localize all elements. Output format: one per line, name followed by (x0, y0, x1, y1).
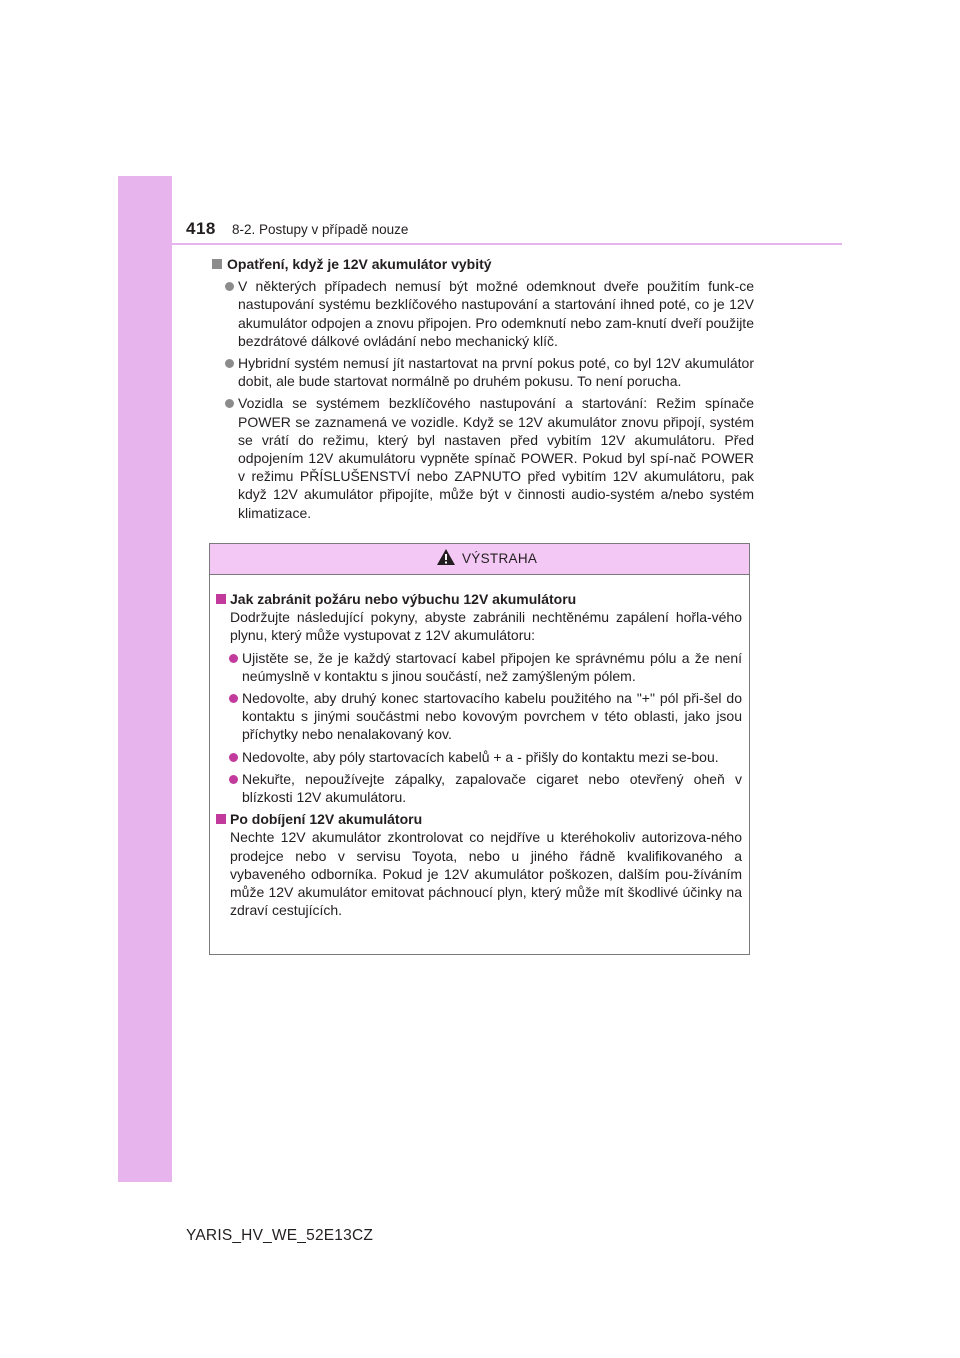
warning-section-heading-text: Po dobíjení 12V akumulátoru (230, 811, 423, 828)
page-number: 418 (186, 219, 216, 238)
circle-bullet-icon (225, 282, 234, 291)
circle-bullet-icon (229, 775, 238, 784)
warning-section-heading (216, 810, 742, 828)
list-item (212, 354, 754, 390)
warning-body (210, 575, 749, 919)
warning-list-item-text: Nedovolte, aby póly startovacích kabelů + a - přišly do kontaktu mezi se-bou. (242, 748, 719, 765)
circle-bullet-icon (229, 694, 238, 703)
warning-intro: Dodržujte následující pokyny, abyste zabránili nechtěnému zapálení hořla-vého plynu, který může vystupovat z 12V akumulátoru: (230, 609, 742, 644)
list-item-text: V některých případech nemusí být možné odemknout dveře použitím funk-ce nastupování systému bezklíčového nastupování a startování ihned poté, co je 12V akumulátor odpojen a znovu připojen. Pro odemknutí nebo zam-knutí dveří použijte bezdrátové dálkové ovládání nebo mechanický klíč. (238, 278, 754, 349)
warning-list-item-text: Ujistěte se, že je každý startovací kabel připojen ke správnému pólu a že není neúmyslně v kontaktu s jinou součástí, než zamýšleným pólem. (242, 649, 742, 684)
main-heading (212, 255, 754, 273)
warning-section-heading-text: Jak zabránit požáru nebo výbuchu 12V akumulátoru (230, 591, 577, 607)
warning-list-item-text: Nedovolte, aby druhý konec startovacího kabelu použitého na "+" pól při-šel do kontaktu s jinými součástmi nebo kovovým povrchem v této oblasti, jako jsou příchytky nebo nenalakovaný kov. (242, 690, 742, 743)
warning-list-item (216, 689, 742, 744)
circle-bullet-icon (225, 399, 234, 408)
section-title: 8-2. Postupy v případě nouze (232, 222, 409, 237)
warning-list-item (216, 748, 742, 766)
list-item-text: Vozidla se systémem bezklíčového nastupování a startování: Režim spínače POWER se zaznamená ve vozidle. Když se 12V akumulátor znovu připojí, systém se vrátí do režimu, který byl nastaven před vybitím 12V akumulátoru. Před odpojením 12V akumulátoru vypněte spínač POWER. Pokud byl spí-nač POWER v režimu PŘÍSLUŠENSTVÍ nebo ZAPNUTO před vybitím 12V akumulátoru, pak když 12V akumulátor připojíte, může být v činnosti audio-systém a/nebo systém klimatizace. (238, 395, 754, 521)
square-bullet-icon (212, 259, 222, 269)
list-item-text: Hybridní systém nemusí jít nastartovat na první pokus poté, co byl 12V akumulátor dobit, ale bude startovat normálně po druhém pokusu. To není porucha. (238, 355, 754, 390)
circle-bullet-icon (229, 753, 238, 762)
list-item (212, 277, 754, 350)
chapter-tab-bar (118, 176, 172, 1182)
warning-triangle-icon (436, 548, 456, 566)
main-content (212, 255, 754, 522)
square-bullet-icon (216, 594, 226, 604)
warning-section-heading (216, 590, 742, 608)
square-bullet-icon (216, 814, 226, 824)
main-heading-text: Opatření, když je 12V akumulátor vybitý (227, 256, 492, 272)
warning-header (210, 544, 749, 575)
warning-list-item-text: Nekuřte, nepoužívejte zápalky, zapalovače cigaret nebo otevřený oheň v blízkosti 12V akumulátoru. (242, 770, 742, 806)
document-code: YARIS_HV_WE_52E13CZ (186, 1227, 374, 1244)
list-item (212, 394, 754, 521)
warning-paragraph: Nechte 12V akumulátor zkontrolovat co nejdříve u kteréhokoliv autorizova-ného prodejce nebo v servisu Toyota, nebo u jiného řádně kvalifikovaného a vybaveného odborníka. Pokud je 12V akumulátor poškozen, dalším pou-žíváním může 12V akumulátor emitovat páchnoucí plyn, který může mít škodlivé účinky na zdraví cestujících. (230, 829, 742, 919)
warning-list-item (216, 649, 742, 685)
warning-box (209, 543, 750, 955)
circle-bullet-icon (225, 359, 234, 368)
warning-list-item (216, 770, 742, 806)
warning-title: VÝSTRAHA (462, 551, 538, 566)
header-divider (172, 243, 842, 245)
circle-bullet-icon (229, 654, 238, 663)
